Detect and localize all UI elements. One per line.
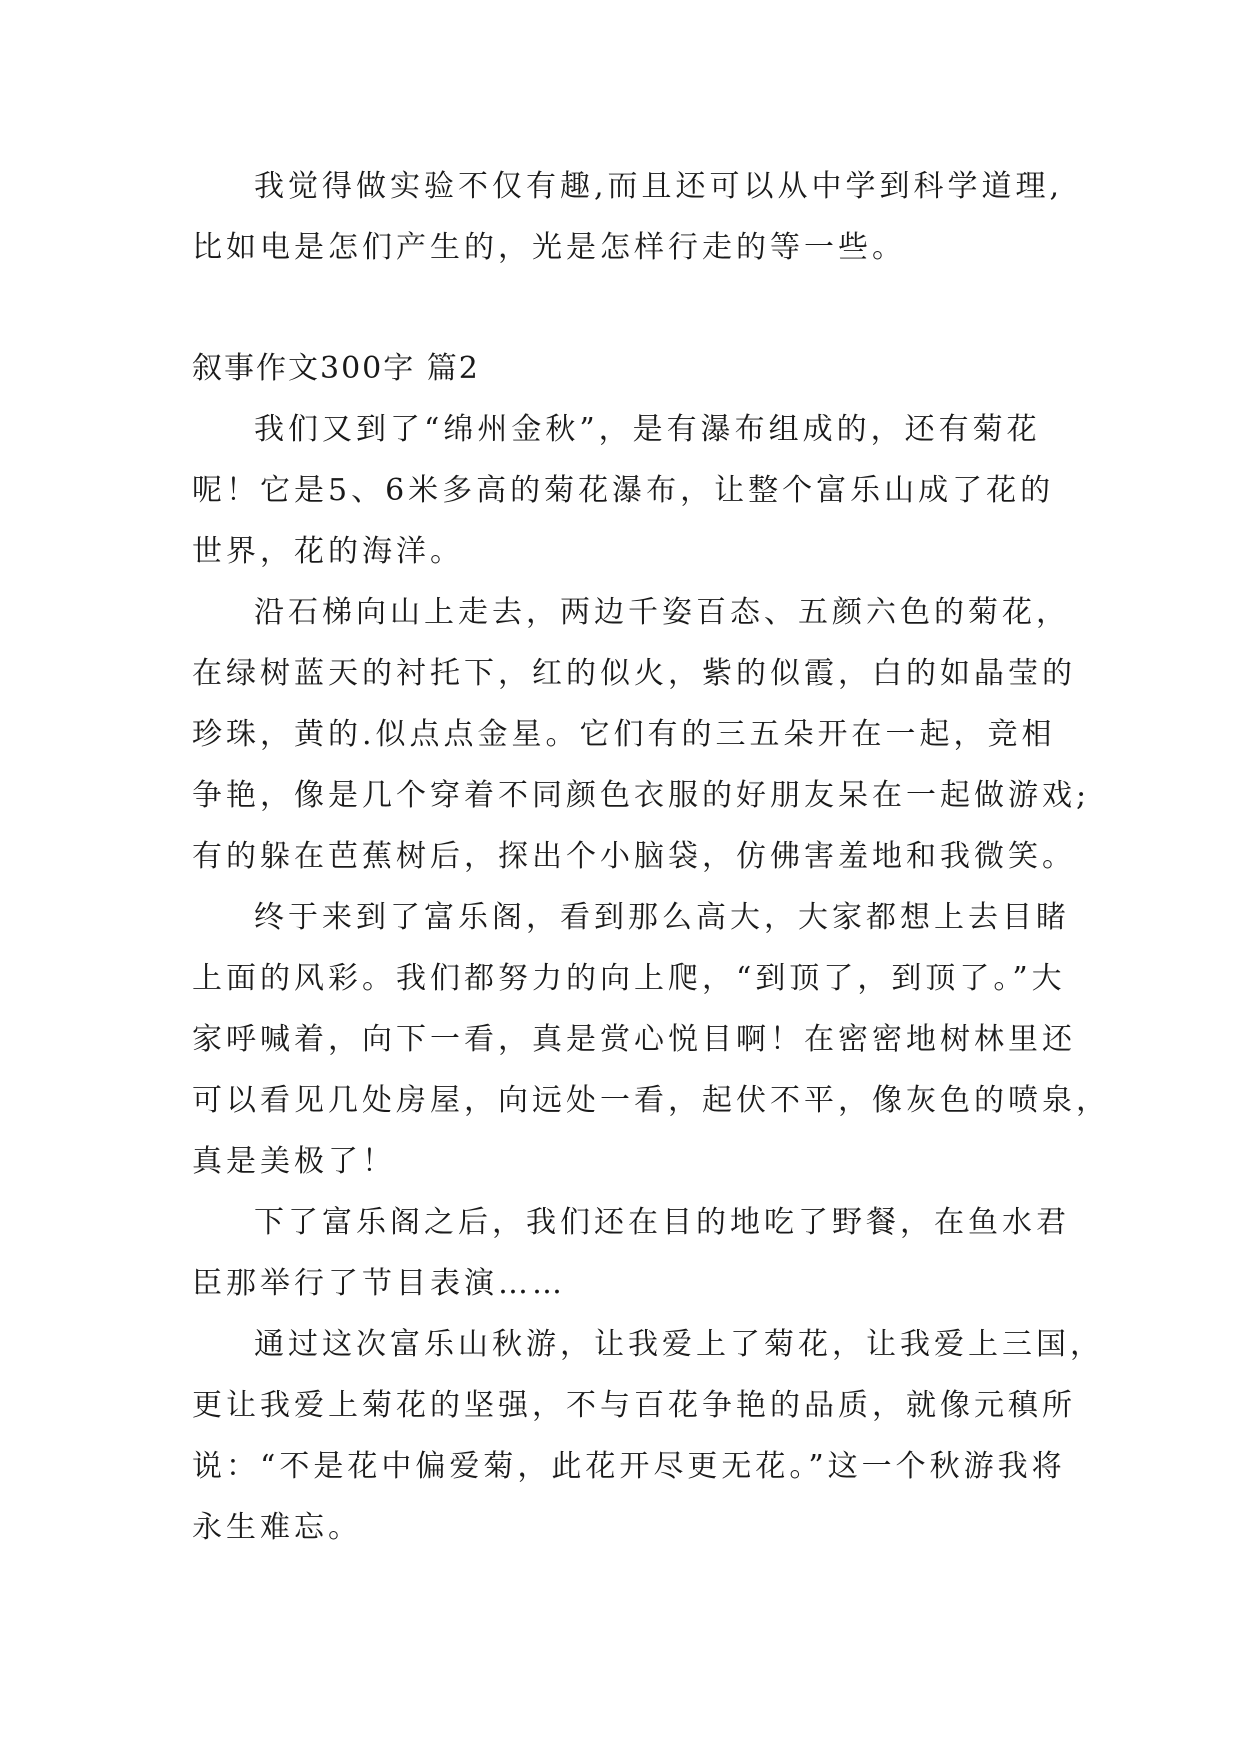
paragraph-line: 说：“不是花中偏爱菊，此花开尽更无花。”这一个秋游我将 bbox=[192, 1449, 1066, 1484]
paragraph-line: 终于来到了富乐阁，看到那么高大，大家都想上去目睹 bbox=[254, 900, 1070, 935]
intro-paragraph bbox=[192, 156, 1092, 278]
paragraph-line: 可以看见几处房屋，向远处一看，起伏不平，像灰色的喷泉， bbox=[192, 1083, 1110, 1118]
paragraph-line: 我觉得做实验不仅有趣,而且还可以从中学到科学道理, bbox=[254, 169, 1064, 204]
paragraph-line: 呢！它是5、6米多高的菊花瀑布，让整个富乐山成了花的 bbox=[192, 473, 1055, 508]
paragraph-line: 更让我爱上菊花的坚强，不与百花争艳的品质，就像元稹所 bbox=[192, 1388, 1076, 1423]
essay-body bbox=[192, 399, 1110, 1558]
paragraph-line: 下了富乐阁之后，我们还在目的地吃了野餐，在鱼水君 bbox=[254, 1205, 1070, 1240]
section-heading: 叙事作文300字 篇2 bbox=[192, 351, 480, 386]
paragraph-line: 比如电是怎们产生的，光是怎样行走的等一些。 bbox=[192, 230, 906, 265]
paragraph-5 bbox=[192, 1314, 1104, 1558]
paragraph-line: 通过这次富乐山秋游，让我爱上了菊花，让我爱上三国， bbox=[254, 1327, 1104, 1362]
paragraph-line: 真是美极了！ bbox=[192, 1144, 396, 1179]
paragraph-4 bbox=[192, 1192, 1092, 1314]
paragraph-line: 珍珠，黄的.似点点金星。它们有的三五朵开在一起，竞相 bbox=[192, 717, 1056, 752]
paragraph-line: 臣那举行了节目表演…… bbox=[192, 1266, 566, 1301]
paragraph-line: 上面的风彩。我们都努力的向上爬，“到顶了，到顶了。”大 bbox=[192, 961, 1066, 996]
paragraph-line: 在绿树蓝天的衬托下，红的似火，紫的似霞，白的如晶莹的 bbox=[192, 656, 1076, 691]
paragraph-1 bbox=[192, 399, 1092, 582]
paragraph-line: 世界，花的海洋。 bbox=[192, 534, 464, 569]
paragraph-line: 我们又到了“绵州金秋”，是有瀑布组成的，还有菊花 bbox=[254, 412, 1041, 447]
paragraph-line: 有的躲在芭蕉树后，探出个小脑袋，仿佛害羞地和我微笑。 bbox=[192, 839, 1076, 874]
paragraph-line: 家呼喊着，向下一看，真是赏心悦目啊！在密密地树林里还 bbox=[192, 1022, 1076, 1057]
paragraph-line: 永生难忘。 bbox=[192, 1510, 362, 1545]
paragraph-line: 争艳，像是几个穿着不同颜色衣服的好朋友呆在一起做游戏; bbox=[192, 778, 1091, 813]
paragraph-line: 沿石梯向山上走去，两边千姿百态、五颜六色的菊花， bbox=[254, 595, 1070, 630]
paragraph-3 bbox=[192, 887, 1110, 1192]
paragraph-2 bbox=[192, 582, 1092, 887]
